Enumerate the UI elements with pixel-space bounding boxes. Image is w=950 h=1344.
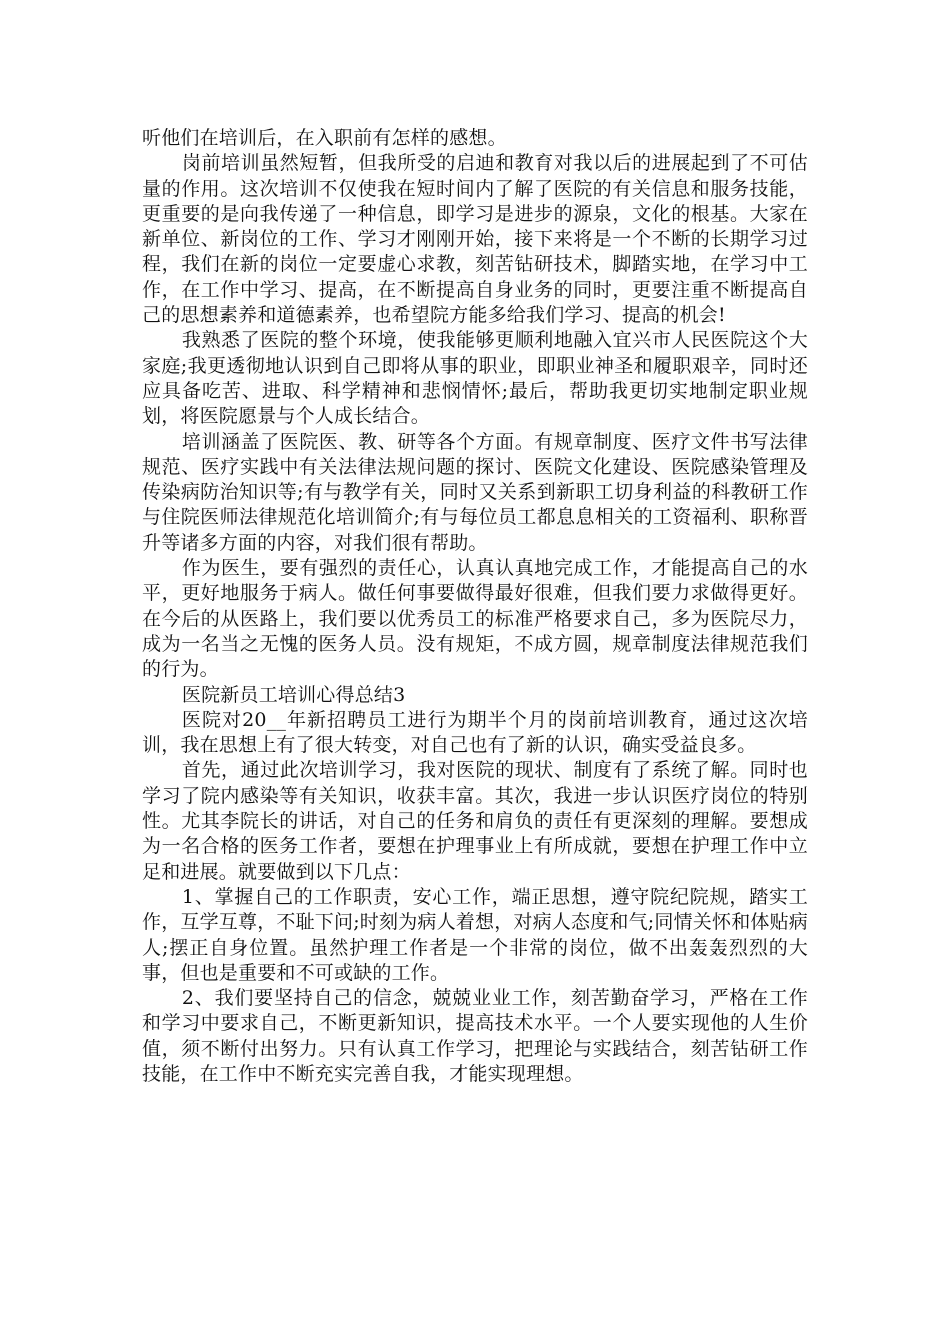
paragraph-7: 医院对20__年新招聘员工进行为期半个月的岗前培训教育，通过这次培训，我在思想上有了很大转变，对自己也有了新的认识，确实受益良多。 xyxy=(142,708,808,757)
paragraph-8: 首先，通过此次培训学习，我对医院的现状、制度有了系统了解。同时也学习了院内感染等有关知识，收获丰富。其次，我进一步认识医疗岗位的特别性。尤其李院长的讲话，对自己的任务和肩负的责任有更深刻的理解。要想成为一名合格的医务工作者，要想在护理事业上有所成就，要想在护理工作中立足和进展。就要做到以下几点： xyxy=(142,759,808,883)
list-item-1: 1、掌握自己的工作职责，安心工作，端正思想，遵守院纪院规，踏实工作，互学互尊，不耻下问;时刻为病人着想，对病人态度和气;同情关怀和体贴病人;摆正自身位置。虽然护理工作者是一个非常的岗位，做不出轰轰烈烈的大事，但也是重要和不可或缺的工作。 xyxy=(142,885,809,984)
paragraph-1: 听他们在培训后，在入职前有怎样的感想。 xyxy=(142,127,507,149)
paragraph-2: 岗前培训虽然短暂，但我所受的启迪和教育对我以后的进展起到了不可估量的作用。这次培训不仅使我在短时间内了解了医院的有关信息和服务技能，更重要的是向我传递了一种信息，即学习是进步的源泉，文化的根基。大家在新单位、新岗位的工作、学习才刚刚开始，接下来将是一个不断的长期学习过程，我们在新的岗位一定要虚心求教，刻苦钻研技术，脚踏实地，在学习中工作，在工作中学习、提高，在不断提高自身业务的同时，更要注重不断提高自己的思想素养和道德素养，也希望院方能多给我们学习、提高的机会! xyxy=(142,152,808,327)
list-item-2: 2、我们要坚持自己的信念，兢兢业业工作，刻苦勤奋学习，严格在工作和学习中要求自己，不断更新知识，提高技术水平。一个人要实现他的人生价值，须不断付出努力。只有认真工作学习，把理论与实践结合，刻苦钻研工作技能，在工作中不断充实完善自我，才能实现理想。 xyxy=(142,987,808,1085)
paragraph-5: 作为医生，要有强烈的责任心，认真认真地完成工作，才能提高自己的水平，更好地服务于病人。做任何事要做得最好很难，但我们要力求做得更好。在今后的从医路上，我们要以优秀员工的标准严格要求自己，多为医院尽力，成为一名当之无愧的医务人员。没有规矩，不成方圆，规章制度法律规范我们的行为。 xyxy=(142,557,808,681)
paragraph-3: 我熟悉了医院的整个环境，使我能够更顺利地融入宜兴市人民医院这个大家庭;我更透彻地认识到自己即将从事的职业，即职业神圣和履职艰辛，同时还应具备吃苦、进取、科学精神和悲悯情怀;最后，帮助我更切实地制定职业规划，将医院愿景与个人成长结合。 xyxy=(142,329,808,428)
section-heading: 医院新员工培训心得总结3 xyxy=(181,683,406,706)
document-body xyxy=(142,126,808,1087)
paragraph-4: 培训涵盖了医院医、教、研等各个方面。有规章制度、医疗文件书写法律规范、医疗实践中有关法律法规问题的探讨、医院文化建设、医院感染管理及传染病防治知识等;有与教学有关，同时又关系到新职工切身利益的科教研工作与住院医师法律规范化培训简介;有与每位员工都息息相关的工资福利、职称晋升等诸多方面的内容，对我们很有帮助。 xyxy=(142,430,808,554)
